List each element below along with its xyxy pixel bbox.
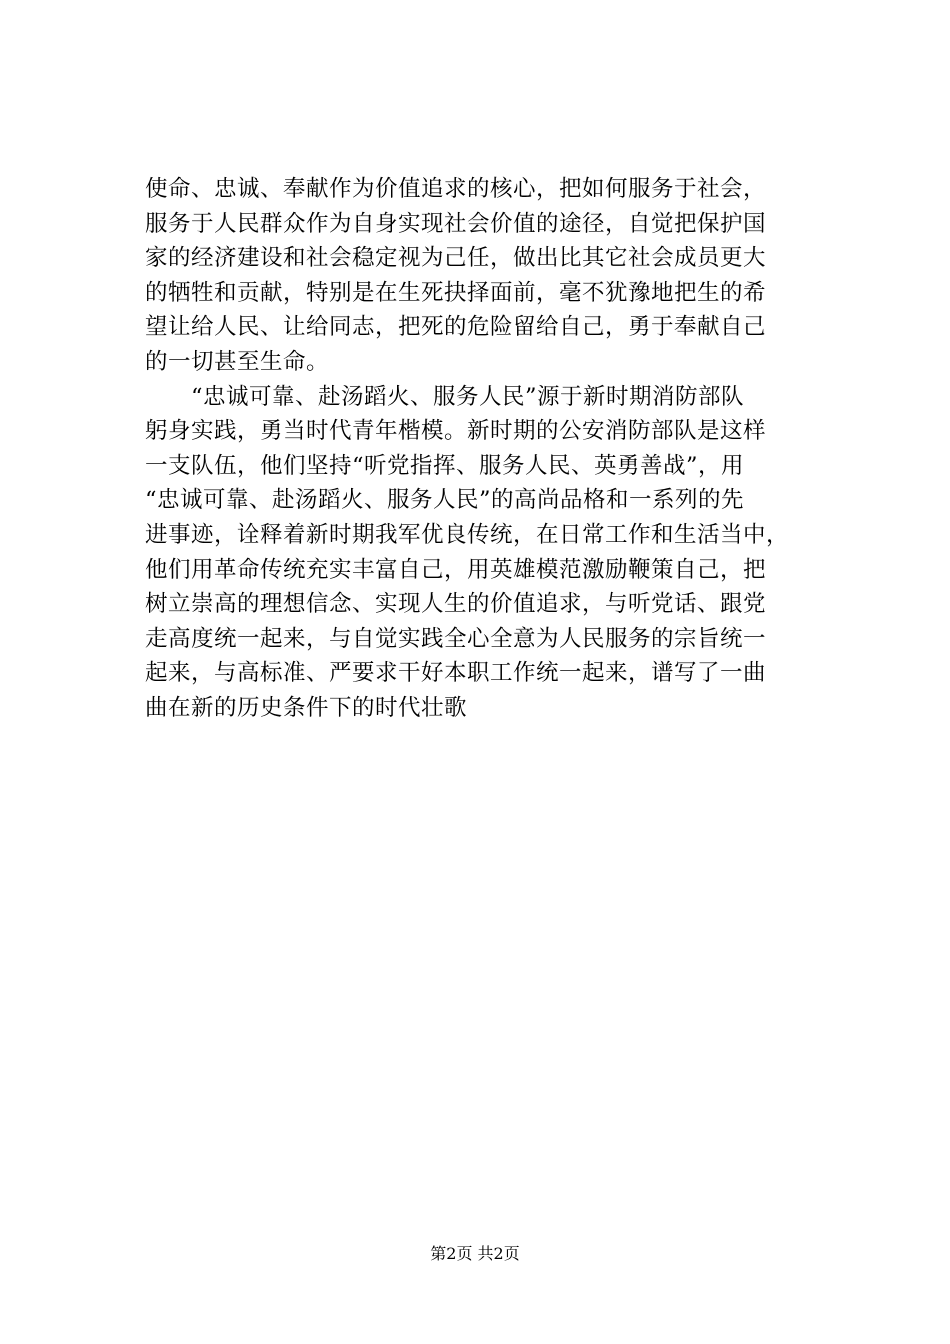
body-text xyxy=(145,172,835,726)
text-line: “忠诚可靠、赴汤蹈火、服务人民”源于新时期消防部队 xyxy=(145,383,745,410)
text-line: “忠诚可靠、赴汤蹈火、服务人民”的高尚品格和一系列的先 xyxy=(145,487,745,514)
text-line: 曲在新的历史条件下的时代壮歌 xyxy=(145,694,468,721)
text-line: 的牺牲和贡献，特别是在生死抉择面前，毫不犹豫地把生的希 xyxy=(145,279,767,306)
text-line: 他们用革命传统充实丰富自己，用英雄模范激励鞭策自己，把 xyxy=(145,556,767,583)
text-line: 家的经济建设和社会稳定视为己任，做出比其它社会成员更大 xyxy=(145,245,767,272)
page-footer xyxy=(0,1243,950,1265)
text-line: 的一切甚至生命。 xyxy=(145,348,330,375)
text-line: 服务于人民群众作为自身实现社会价值的途径，自觉把保护国 xyxy=(145,210,767,237)
text-line: 一支队伍，他们坚持“听党指挥、服务人民、英勇善战”，用 xyxy=(145,452,745,479)
text-line: 躬身实践，勇当时代青年楷模。新时期的公安消防部队是这样 xyxy=(145,418,767,445)
page-number: 第2页 共2页 xyxy=(430,1244,520,1263)
text-line: 起来，与高标准、严要求干好本职工作统一起来，谱写了一曲 xyxy=(145,660,767,687)
text-line: 使命、忠诚、奉献作为价值追求的核心，把如何服务于社会， xyxy=(145,176,767,202)
text-line: 树立崇高的理想信念、实现人生的价值追求，与听党话、跟党 xyxy=(145,591,767,618)
text-line: 进事迹，诠释着新时期我军优良传统，在日常工作和生活当中， xyxy=(145,521,790,548)
text-line: 走高度统一起来，与自觉实践全心全意为人民服务的宗旨统一 xyxy=(145,625,767,652)
text-line: 望让给人民、让给同志，把死的危险留给自己，勇于奉献自己 xyxy=(145,314,767,341)
